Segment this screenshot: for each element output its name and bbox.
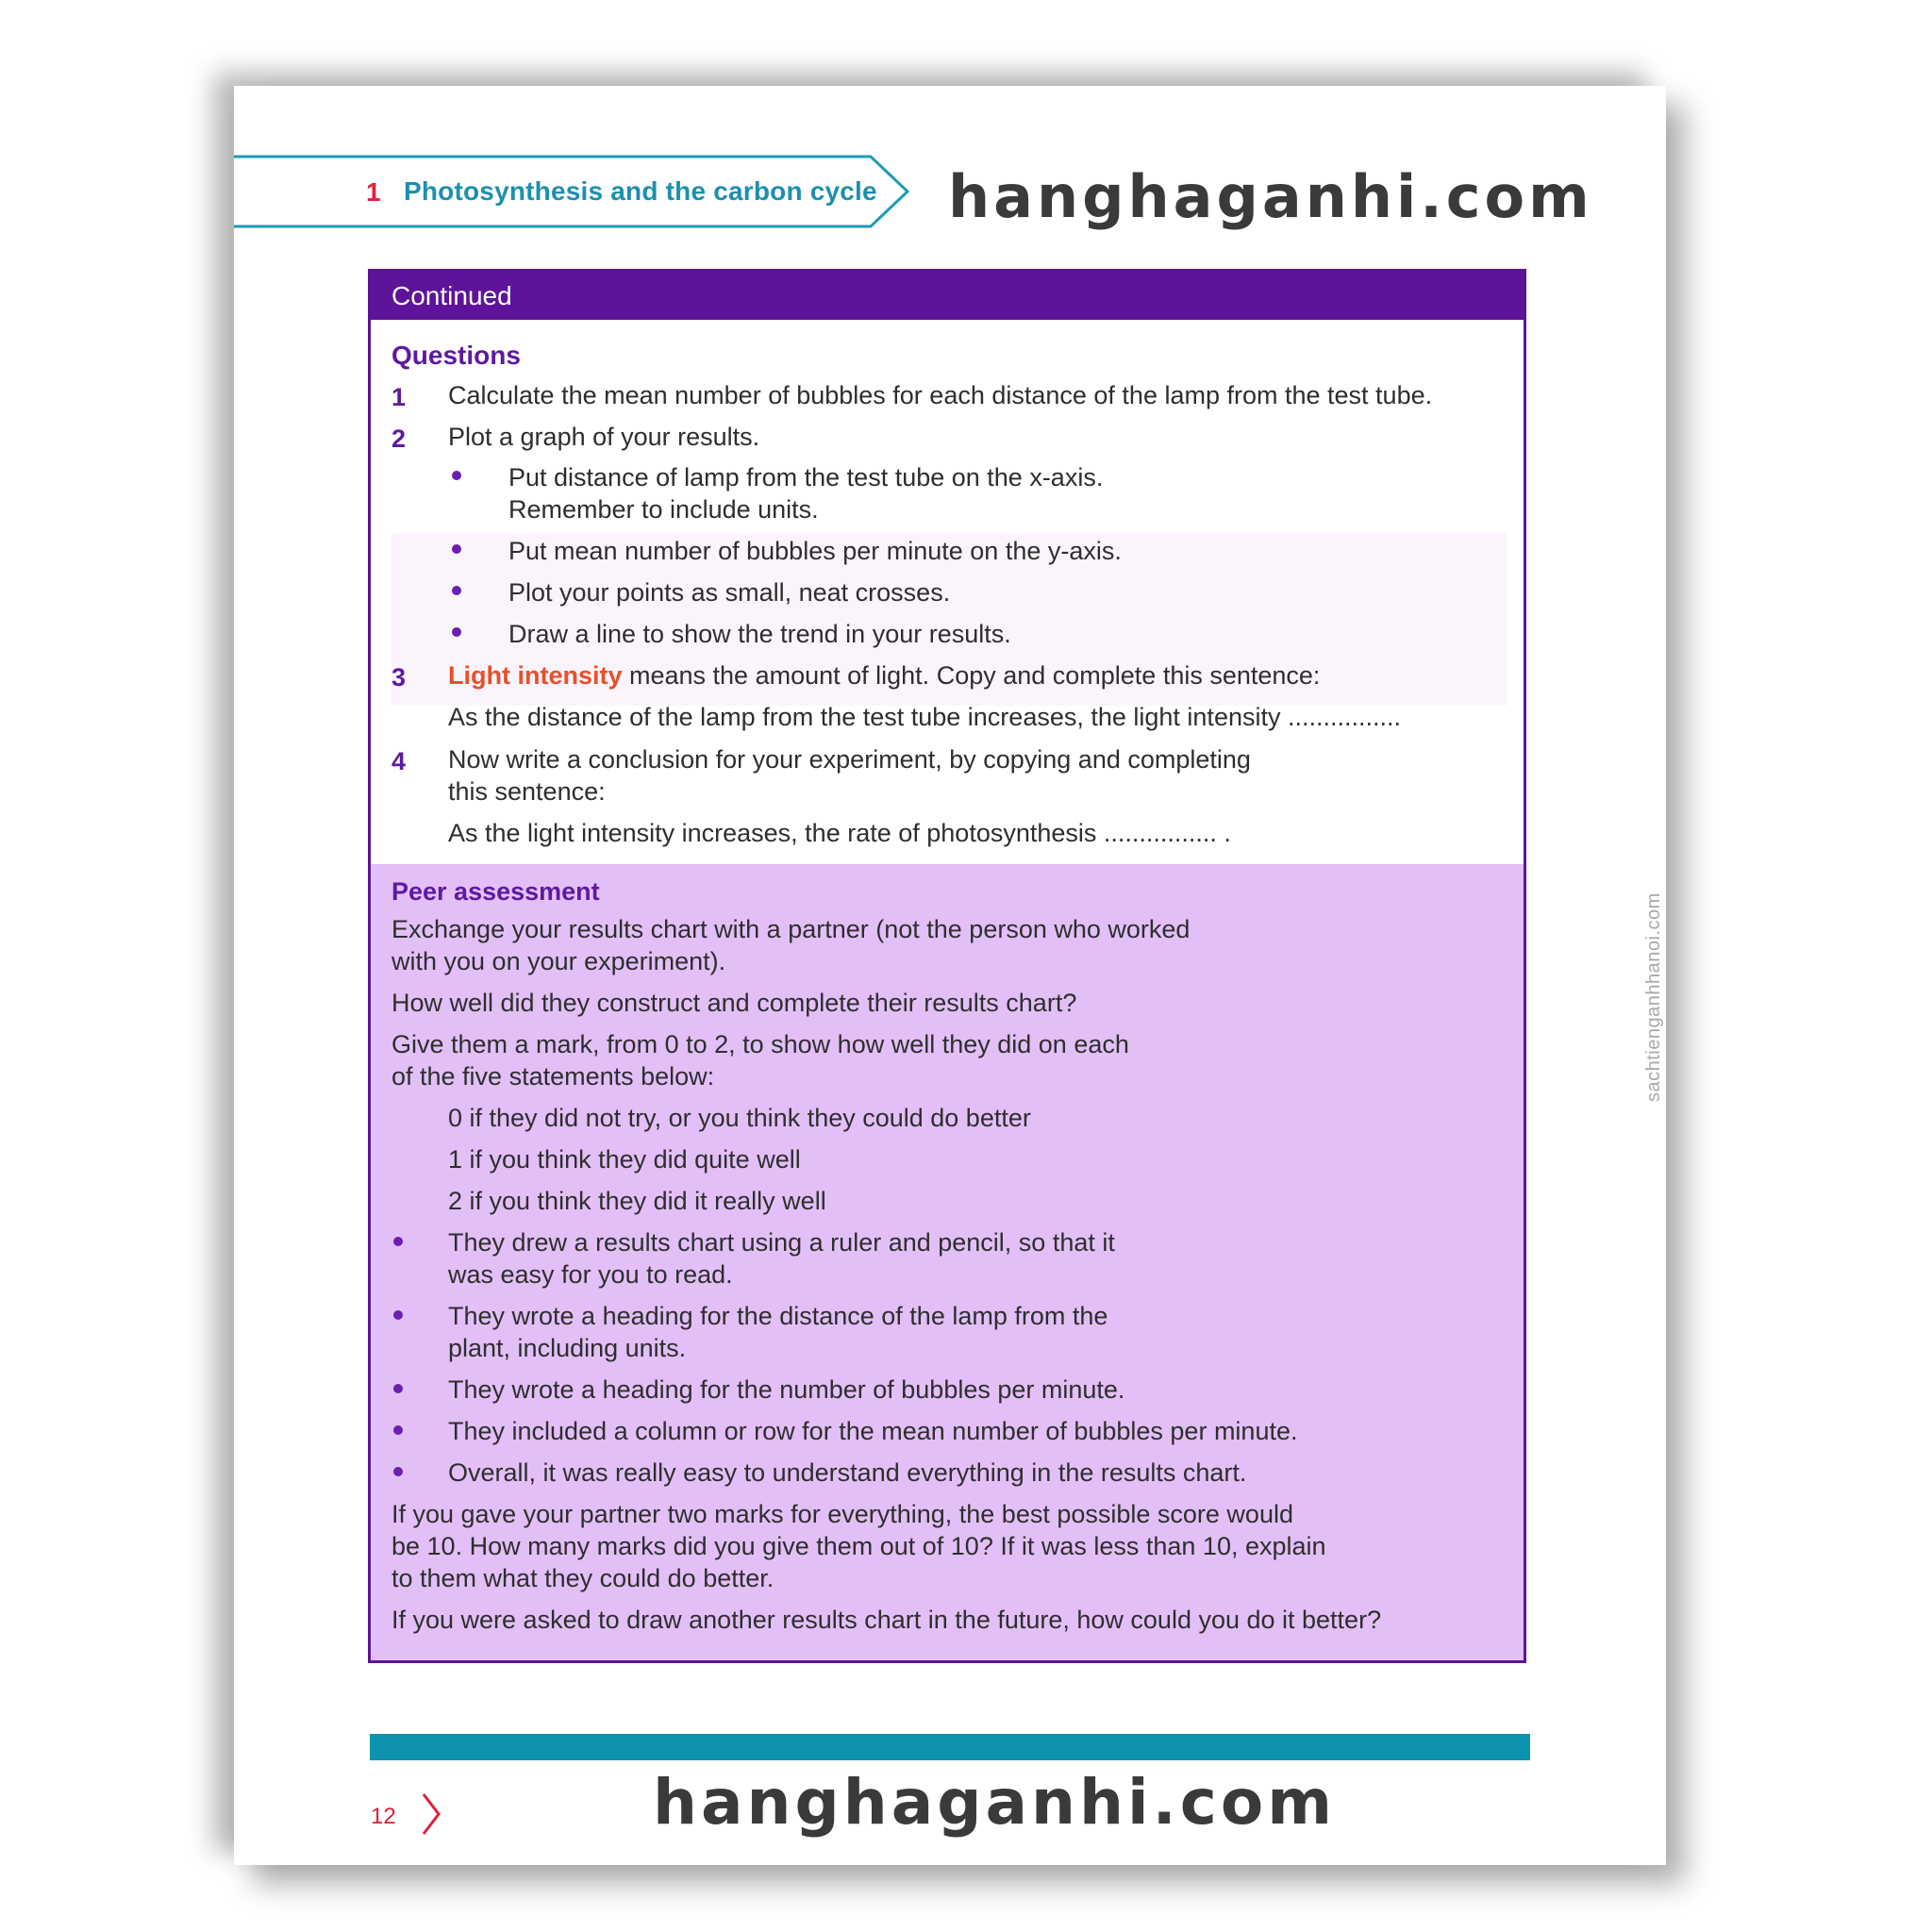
- mark-criterion: 0 if they did not try, or you think they could do better: [448, 1104, 1031, 1132]
- chevron-right-icon: [421, 1792, 441, 1836]
- question-number: 3: [391, 663, 407, 691]
- peer-paragraph: Give them a mark, from 0 to 2, to show how well they did on each: [391, 1030, 1129, 1058]
- statement-text: They wrote a heading for the number of bubbles per minute.: [448, 1375, 1125, 1404]
- peer-assessment-heading: Peer assessment: [391, 877, 600, 906]
- question-text: Plot a graph of your results.: [448, 423, 760, 451]
- question-text: Calculate the mean number of bubbles for each distance of the lamp from the test tube.: [448, 381, 1433, 409]
- statement-text: Overall, it was really easy to understand everything in the results chart.: [448, 1458, 1247, 1487]
- bullet-icon: [393, 1384, 403, 1393]
- peer-paragraph: If you were asked to draw another results chart in the future, how could you do it better?: [391, 1606, 1382, 1634]
- bullet-text: Put mean number of bubbles per minute on the y-axis.: [508, 537, 1122, 565]
- peer-assessment-section: [371, 864, 1524, 1660]
- mark-criterion: 1 if you think they did quite well: [448, 1145, 801, 1174]
- question-text: Now write a conclusion for your experiment, by copying and completing: [448, 745, 1251, 774]
- peer-paragraph: with you on your experiment).: [391, 947, 726, 975]
- statement-text: They included a column or row for the mean number of bubbles per minute.: [448, 1417, 1298, 1445]
- question-text: Light intensity means the amount of light. Copy and complete this sentence:: [448, 661, 1321, 690]
- bullet-text: Plot your points as small, neat crosses.: [508, 578, 951, 607]
- bullet-icon: [452, 544, 461, 554]
- continued-box: [368, 269, 1526, 1663]
- question-number: 2: [391, 425, 407, 453]
- mark-criterion: 2 if you think they did it really well: [448, 1187, 826, 1215]
- box-header-label: Continued: [391, 281, 512, 310]
- bullet-icon: [393, 1310, 403, 1320]
- bullet-text: Remember to include units.: [508, 495, 819, 524]
- sentence-to-complete: As the light intensity increases, the rate of photosynthesis ................ .: [448, 819, 1231, 847]
- statement-text: They drew a results chart using a ruler and pencil, so that it: [448, 1228, 1115, 1257]
- bullet-text: Draw a line to show the trend in your results.: [508, 620, 1011, 648]
- question-number: 4: [391, 747, 407, 775]
- bullet-icon: [452, 586, 461, 595]
- watermark-side: sachtienganhhanoi.com: [1643, 892, 1664, 1102]
- bullet-icon: [393, 1425, 403, 1435]
- peer-paragraph: of the five statements below:: [391, 1062, 715, 1091]
- bullet-icon: [452, 471, 461, 480]
- peer-paragraph: If you gave your partner two marks for everything, the best possible score would: [391, 1500, 1293, 1528]
- watermark-top: hanghaganhi.com: [948, 162, 1593, 231]
- bullet-icon: [452, 627, 461, 637]
- footer-teal-bar: [370, 1734, 1530, 1760]
- bullet-icon: [393, 1237, 403, 1246]
- statement-text: They wrote a heading for the distance of the lamp from the: [448, 1302, 1108, 1330]
- sentence-to-complete: As the distance of the lamp from the test tube increases, the light intensity ................: [448, 703, 1401, 731]
- statement-text: plant, including units.: [448, 1334, 687, 1362]
- bullet-icon: [393, 1467, 403, 1476]
- bullet-text: Put distance of lamp from the test tube on the x-axis.: [508, 463, 1104, 491]
- question-text: this sentence:: [448, 777, 606, 806]
- box-header-bar: [371, 272, 1524, 320]
- peer-paragraph: be 10. How many marks did you give them out of 10? If it was less than 10, explain: [391, 1532, 1326, 1560]
- questions-heading: Questions: [391, 341, 521, 370]
- watermark-bottom: hanghaganhi.com: [653, 1766, 1336, 1839]
- peer-paragraph: to them what they could do better.: [391, 1564, 774, 1592]
- statement-text: was easy for you to read.: [448, 1260, 733, 1289]
- question-number: 1: [391, 383, 407, 411]
- page-number: 12: [371, 1804, 396, 1829]
- chapter-number: 1: [366, 177, 381, 207]
- peer-paragraph: How well did they construct and complete their results chart?: [391, 989, 1077, 1017]
- questions-section: [371, 320, 1524, 864]
- chapter-title: Photosynthesis and the carbon cycle: [404, 176, 877, 206]
- peer-paragraph: Exchange your results chart with a partner (not the person who worked: [391, 915, 1191, 943]
- key-term-light-intensity: Light intensity: [448, 661, 623, 690]
